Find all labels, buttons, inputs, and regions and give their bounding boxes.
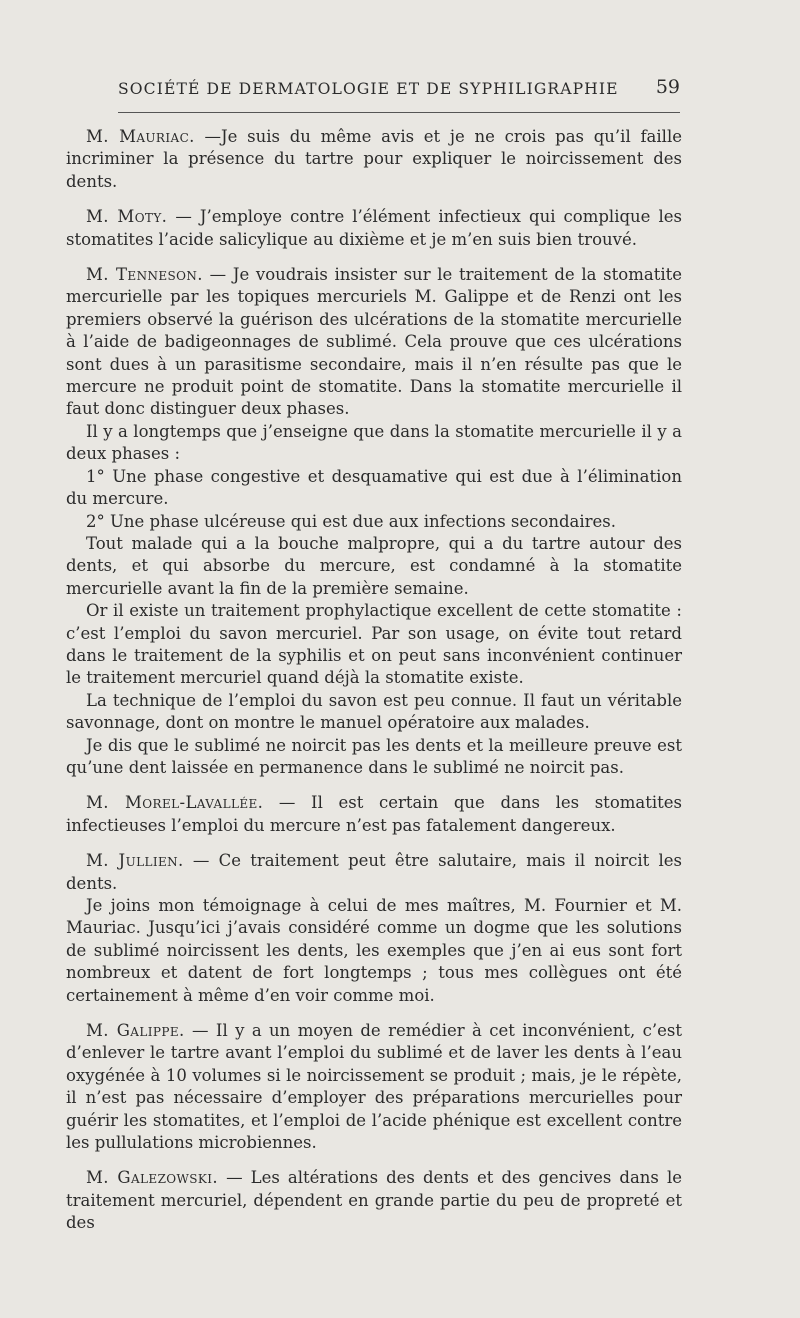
paragraph-text: 2° Une phase ulcéreuse qui est due aux infections secondaires. (86, 511, 617, 531)
paragraph-text: Or il existe un traitement prophylactique excellent de cette stomatite : c’est l’emploi du savon mercuriel. Par son usage, on évite tout retard dans le traitement de la syphilis et on peut sans inconvénient continuer le traitement mercuriel quand déjà la stomatite existe. (66, 601, 682, 688)
paragraph-text: — J’employe contre l’élément infectieux qui complique les stomatites l’acide salicylique au dixième et je m’en suis bien trouvé. (66, 207, 682, 249)
paragraph-galippe (66, 1020, 682, 1154)
paragraph-sublime (66, 735, 682, 780)
paragraph-prophylaxie (66, 600, 682, 690)
paragraph-phase-one (66, 466, 682, 511)
paragraph-malade (66, 533, 682, 600)
paragraph-text: Je dis que le sublimé ne noircit pas les dents et la meilleure preuve est qu’une dent laissée en permanence dans le sublimé ne noircit pas. (66, 735, 682, 777)
page-number: 59 (655, 76, 680, 98)
body-text (66, 126, 682, 1235)
speaker-name: M. Tenneson. (86, 265, 203, 285)
running-title: SOCIÉTÉ DE DERMATOLOGIE ET DE SYPHILIGRAPHIE (118, 80, 619, 98)
paragraph-text: — Je voudrais insister sur le traitement de la stomatite mercurielle par les topiques mercuriels M. Galippe et de Renzi ont les premiers observé la guérison des ulcérations de la stomatite mercurielle à l’aide de badigeonnages de sublimé. Cela prouve que ces ulcérations sont dues à un parasitisme secondaire, mais il n’en résulte pas que le mercure ne produit point de stomatite. Dans la stomatite mercurielle il faut donc distinguer deux phases. (66, 265, 683, 419)
paragraph-mauriac (66, 126, 682, 193)
speaker-name: M. Galippe. (86, 1021, 185, 1041)
paragraph-morel-lavallee (66, 792, 682, 837)
paragraph-temoignage (66, 895, 682, 1007)
paragraph-text: — Ce traitement peut être salutaire, mais il noircit les dents. (66, 851, 682, 893)
paragraph-text: La technique de l’emploi du savon est peu connue. Il faut un véritable savonnage, dont on montre le manuel opératoire aux malades. (66, 690, 682, 733)
paragraph-text: Tout malade qui a la bouche malpropre, qui a du tartre autour des dents, et qui absorbe du mercure, est condamné à la stomatite mercurielle avant la fin de la première semaine. (66, 533, 682, 598)
paragraph-text: 1° Une phase congestive et desquamative qui est due à l’élimination du mercure. (66, 466, 682, 509)
header-rule (118, 112, 680, 113)
paragraph-text: — Il est certain que dans les stomatites infectieuses l’emploi du mercure n’est pas fatalement dangereux. (66, 793, 683, 835)
paragraph-moty (66, 206, 682, 251)
speaker-name: M. Moty. (86, 207, 168, 227)
speaker-name: M. Jullien. (86, 851, 184, 871)
speaker-name: M. Galezowski. (86, 1168, 219, 1188)
paragraph-phase-two (66, 511, 682, 533)
paragraph-text: — Il y a un moyen de remédier à cet inconvénient, c’est d’enlever le tartre avant l’emploi du sublimé et de laver les dents à l’eau oxygénée à 10 volumes si le noircissement se produit ; mais, je le répète, il n’est pas nécessaire d’employer des préparations mercurielles pour guérir les stomatites, et l’emploi de l’acide phénique est excellent contre les pullulations microbiennes. (66, 1021, 682, 1153)
paragraph-technique (66, 690, 682, 735)
paragraph-two-phases (66, 421, 682, 466)
paragraph-text: — Les altérations des dents et des gencives dans le traitement mercuriel, dépendent en grande partie du peu de propreté et des (66, 1168, 682, 1233)
running-head (118, 74, 680, 104)
paragraph-text: —Je suis du même avis et je ne crois pas qu’il faille incriminer la présence du tartre pour expliquer le noircissement des dents. (66, 127, 682, 191)
paragraph-galezowski (66, 1167, 682, 1234)
paragraph-tenneson (66, 264, 682, 421)
paragraph-jullien (66, 850, 682, 895)
speaker-name: M. Morel-Lavallée. (86, 793, 264, 813)
speaker-name: M. Mauriac. (86, 127, 195, 146)
paragraph-text: Je joins mon témoignage à celui de mes maîtres, M. Fournier et M. Mauriac. Jusqu’ici j’avais considéré comme un dogme que les solutions de sublimé noircissent les dents, les exemples que j’en ai eus sont fort nombreux et datent de fort longtemps ; tous mes collègues ont été certainement à même d’en voir comme moi. (66, 896, 682, 1005)
paragraph-text: Il y a longtemps que j’enseigne que dans la stomatite mercurielle il y a deux phases : (66, 421, 682, 464)
